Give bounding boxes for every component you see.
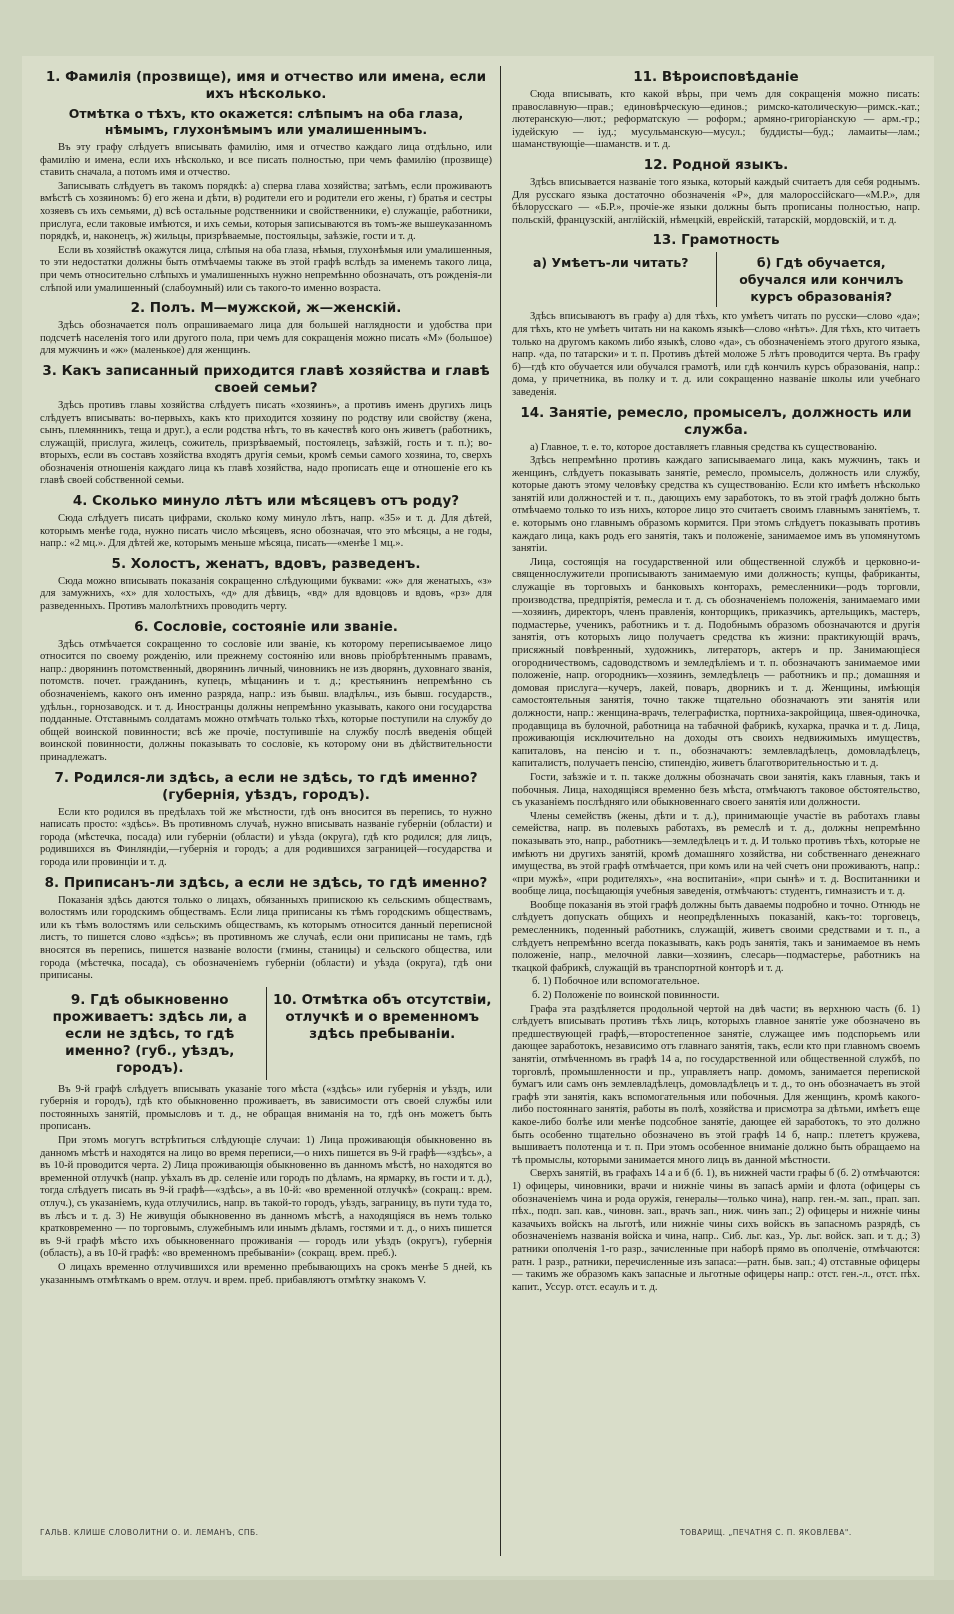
section-6-paragraph: Здѣсь отмѣчается сокращенно то сословіе или званіе, къ которому переписываемое лицо относится по своему рожденію, или прежнему состоянію или вновь пріобрѣтеннымъ правамъ, напр.: дворянинъ потомственный, дворянинъ личный, чиновникъ не изъ дворянъ, духовнаго званія, потомств. почет. гражданинъ, купецъ, мѣщанинъ и т. д.; крестьянинъ непремѣнно съ обозначеніемъ, какого онъ именно разряда, напр.: изъ бывш. владѣльч., изъ бывш. государств., удѣльн., горнозаводск. и т. д. Иностранцы должны непремѣнно указывать, какого они государства подданные. Отставнымъ солдатамъ можно отмѣчать только тѣхъ, которые поступили на службу до общей воинской повинности; всѣ же прочіе, поступившіе на службу послѣ введенія общей воинской повинности, должны показывать то сословіе, къ которому они въ дѣйствительности принадлежатъ. — [40, 638, 492, 763]
section-5-paragraph: Сюда можно вписывать показанія сокращенно слѣдующими буквами: «ж» для женатыхъ, «з» для замужнихъ, «х» для холостыхъ, «д» для дѣвицъ, «вд» для вдовцовъ и вдовъ, «рз» для разведенныхъ. Противъ малолѣтнихъ проводить черту. — [40, 575, 492, 613]
section-8-title: 8. Приписанъ-ли здѣсь, а если не здѣсь, то гдѣ именно? — [44, 874, 488, 891]
section-9-paragraph: Въ 9-й графѣ слѣдуетъ вписывать указаніе того мѣста («здѣсь» или губернія и уѣздъ, или губернія и городъ), гдѣ кто обыкновенно проживаетъ, въ зависимости отъ своей службы или постоянныхъ занятій, промысловъ и т. д., не обращая вниманія на то, гдѣ онъ можетъ быть прописанъ. — [40, 1083, 492, 1133]
section-12-title: 12. Родной языкъ. — [643, 156, 789, 173]
section-14-paragraph: Сверхъ занятій, въ графахъ 14 а и б (б. 1), въ нижней части графы б (б. 2) отмѣчаются: 1) офицеры, чиновники, врачи и нижніе чины въ запасѣ арміи и флота (офицеры съ обозначеніемъ чина и рода оружія, генералы—только чина), напр. ген.-м. зап., прап. зап. пѣх., подп. зап. кав., чиновн. зап., врачъ зап., ниж. чинъ зап.; 2) офицеры и нижніе чины казачьихъ войскъ на льготѣ, или нижніе чины сихъ войскъ въ запасномъ разрядѣ, съ обозначеніемъ названія войска и чина, напр.. Сиб. льг. каз., Ур. льг. войск. зап. и т. д.; 3) ратники ополченія 1-го разр., зачисленные при наборѣ прямо въ ополченіе, отмѣчаются: ратн. 1 разр., ратники, перечисленные изъ запаса:—ратн. быв. зап.; 4) отставные офицеры — такимъ же образомъ какъ запасные и льготные офицеры напр.: отст. ген.-л., отст. пѣх. капит., Уссур. отст. есаулъ и т. д. — [512, 1168, 920, 1293]
left-column — [40, 64, 492, 1564]
section-6-title: 6. Сословіе, состояніе или званіе. — [134, 618, 398, 635]
section-9-10-header — [40, 987, 492, 1080]
printer-imprint-right: ТОВАРИЩ. „ПЕЧАТНЯ С. П. ЯКОВЛЕВА". — [680, 1528, 852, 1537]
subheader-divider — [716, 252, 717, 307]
section-14b-list — [512, 976, 920, 1002]
section-13-subheaders — [512, 252, 920, 307]
section-13-title: 13. Грамотность — [652, 232, 780, 249]
section-4-paragraph: Сюда слѣдуетъ писать цифрами, сколько кому минуло лѣтъ, напр. «35» и т. д. Для дѣтей, которымъ менѣе года, нужно писать число мѣсяцевъ, ясно обозначая, что это мѣсяцы, а не годы, напр.: «2 мц.». Для дѣтей же, которымъ меньше мѣсяца, писать—«менѣе 1 мц.». — [40, 513, 492, 550]
page-bottom-margin — [0, 1580, 954, 1614]
section-5-title: 5. Холостъ, женатъ, вдовъ, разведенъ. — [111, 555, 421, 572]
section-14-paragraph: Вообще показанія въ этой графѣ должны быть даваемы подробно и точно. Отнюдь не слѣдуетъ допускать общихъ и неопредѣленныхъ показаній, какъ-то: торговецъ, ремесленникъ, поденный работникъ, служащій, живетъ своими средствами и т. п., а слѣдуетъ непремѣнно всегда показывать, какъ родъ занятія, такъ и занимаемое въ немъ положеніе, напр., мелочной лавки—хозяинъ, слесарь—подмастерье, работникъ на ткацкой фабрикѣ, служащій въ транспортной конторѣ и т. д. — [512, 899, 920, 974]
section-9-paragraph: При этомъ могутъ встрѣтиться слѣдующіе случаи: 1) Лица проживающія обыкновенно въ данномъ мѣстѣ и находятся на лицо во время переписи,—о нихъ пишется въ 9-й графѣ—«здѣсь», а въ 10-й проводится черта. 2) Лица проживающія обыкновенно въ данномъ мѣстѣ, но находятся во временной отлучкѣ (напр. уѣхалъ въ др. селеніе или городъ по дѣламъ, на ярмарку, въ гости и т. д.), тогда слѣдуетъ писать въ 9-й графѣ—«здѣсь», а въ 10-й: «во временной отлучкѣ» (сокращ.: врем. отлуч.), съ указаніемъ, куда отлучились, напр. въ такой-то городъ, уѣздъ, заграницу, въ пути туда то, въ лѣсъ и т. д. 3) Не живущія обыкновенно въ данномъ мѣстѣ, а находящіяся въ немъ только кратковременно — по торговымъ, служебнымъ или инымъ дѣламъ, гостями и т. д., о нихъ пишется въ 9-й графѣ мѣсто ихъ обыкновеннаго проживанія — городъ или уѣздъ (округъ), губернія (область), а въ 10-й графѣ: «во временномъ пребываніи» (сокращ. врем. преб.). — [40, 1135, 492, 1260]
printer-imprint-left: ГАЛЬВ. КЛИШЕ СЛОВОЛИТНИ О. И. ЛЕМАНЪ, СПБ. — [40, 1528, 259, 1537]
section-14-paragraph: Гости, заѣзжіе и т. п. также должны обозначать свои занятія, какъ главныя, такъ и побочныя. Лица, находящіяся временно безъ мѣста, отмѣчаютъ таковое обстоятельство, съ указаніемъ послѣдняго или обыкновеннаго своего занятія или должности. — [512, 771, 920, 809]
section-14-paragraph: Здѣсь непремѣнно противъ каждаго записываемаго лица, какъ мужчинъ, такъ и женщинъ, слѣдуетъ показывать занятіе, ремесло, промыселъ, должность или службу, которые даютъ этому человѣку средства къ существованію. Если кто имѣетъ нѣсколько занятій или должностей и т. п., дающихъ ему заработокъ, то въ этой графѣ должно быть отмѣчаемо только то изъ нихъ, которое лицо это считаетъ своимъ главнымъ занятіемъ, т. е. которымъ оно главнымъ образомъ кормится. При этомъ слѣдуетъ показывать противъ каждаго лица, какъ родъ его занятія, такъ и положеніе, занимаемое имъ въ упомянутомъ занятіи. — [512, 455, 920, 555]
section-14b1-label: б. 1) Побочное или вспомогательное. — [532, 976, 700, 988]
section-1-title: 1. Фамилія (прозвище), имя и отчество или имена, если ихъ нѣсколько. — [45, 69, 487, 102]
section-14-paragraph: Члены семействъ (жены, дѣти и т. д.), принимающіе участіе въ работахъ главы семейства, напр. въ полевыхъ работахъ, въ ремеслѣ и т. д., должны непремѣнно показывать это, напр., работникъ—земледѣлецъ и т. д. И только противъ тѣхъ, которые не имѣютъ ни другихъ занятій, кромѣ домашняго хозяйства, ни собственнаго денежнаго имущества, въ этой графѣ отмѣчается, при комъ или на чей счетъ они проживаютъ, напр.: «при мужѣ», «при родителяхъ», «на воспитаніи», «при сынѣ» и т. д. Воспитанники и вообще лица, посѣщающія учебныя заведенія, отмѣчаютъ: студентъ, гимназистъ и т. д. — [512, 810, 920, 898]
column-divider — [500, 66, 501, 1556]
section-12-paragraph: Здѣсь вписывается названіе того языка, который каждый считаетъ для себя роднымъ. Для русскаго языка достаточно обозначенія «Р», для малороссійскаго—«М.Р.», для бѣлорусскаго — «Б.Р.», прочіе-же языки должны быть прописаны полностью, напр. польскій, французскій, англійскій, нѣмецкій, еврейскій, татарскій, мордовскій, и т. д. — [512, 176, 920, 226]
section-7-paragraph: Если кто родился въ предѣлахъ той же мѣстности, гдѣ онъ вносится въ перепись, то нужно написать просто: «здѣсь». Въ противномъ случаѣ, нужно вписывать названіе губерніи (области) и города (мѣстечка, посада) или губерніи (области) и уѣзда (округа), гдѣ кто родился; для лицъ, родившихся въ Финляндіи,—губернія и городъ; а для родившихся заграницей—государства и города или провинціи и т. д. — [40, 806, 492, 868]
section-2-title: 2. Полъ. М—мужской, ж—женскій. — [130, 300, 402, 317]
section-1-subtitle: Отмѣтка о тѣхъ, кто окажется: слѣпымъ на оба глаза, нѣмымъ, глухонѣмымъ или умалишеннымъ. — [68, 106, 464, 137]
section-13-paragraph: Здѣсь вписываютъ въ графу а) для тѣхъ, кто умѣетъ читать по русски—слово «да»; для тѣхъ, кто не умѣетъ читать ни на какомъ языкѣ—слово «нѣтъ». Для тѣхъ, кто читаетъ только на другомъ какомъ либо языкѣ, слово «да», съ обозначеніемъ этого другого языка, напр. «да, по татарски» и т. п. Противъ дѣтей моложе 5 лѣтъ проводится черта. Въ графу б)—гдѣ кто обучается или обучался грамотѣ, или гдѣ кончилъ курсъ образованія, напр.: дома, у причетника, въ полку и т. д. или сокращенно названіе школы или учебнаго заведенія. — [512, 311, 920, 398]
section-10-title: 10. Отмѣтка объ отсутствіи, отлучкѣ и о временномъ здѣсь пребываніи. — [272, 991, 492, 1042]
right-column — [512, 64, 920, 1564]
section-3-paragraph: Здѣсь противъ главы хозяйства слѣдуетъ писать «хозяинъ», а противъ именъ другихъ лицъ слѣдуетъ вписывать: во-первыхъ, какъ кто приходится хозяину по родству или свойству (жена, сынъ, племянникъ, теща и друг.), а если родства нѣтъ, то въ качествѣ кого онъ живетъ (работникъ, служащій, прислуга, жилецъ, сожитель, призрѣваемый, постоялецъ, заѣзжій, гость и т. п.); во-вторыхъ, если въ составъ хозяйства входятъ другія семьи, кромѣ семьи самого хозяина, то, сверхъ обозначенія отношенія каждаго лица къ главѣ хозяйства, надо прописать еще и отношеніе его къ главѣ своей собственной семьи. — [40, 399, 492, 487]
section-13a-title: а) Умѣетъ-ли читать? — [532, 255, 689, 271]
section-11-paragraph: Сюда вписывать, кто какой вѣры, при чемъ для сокращенія можно писать: православную—прав.; единовѣрческую—единов.; римско-католическую—римск.-кат.; лютеранскую—лют.; реформатскую — роформ.; армяно-григоріанскую — арм.-гр.; іудейскую — іуд.; мусульманскую—мусул.; буддисты—буд.; ламаиты—лам.; шаманствующіе—шаманств. и т. д. — [512, 89, 920, 151]
section-1-paragraph: Въ эту графу слѣдуетъ вписывать фамилію, имя и отчество каждаго лица отдѣльно, или фамилію и имена, если ихъ нѣсколько, и все писать полностью, при чемъ фамилію (прозвище) ставить сначала, а потомъ имя и отчество. — [40, 142, 492, 179]
section-11-title: 11. Вѣроисповѣданіе — [633, 69, 799, 85]
section-14-paragraph: Графа эта раздѣляется продольной чертой на двѣ части; въ верхнюю часть (б. 1) слѣдуетъ вписывать противъ тѣхъ лицъ, которыхъ главное занятіе уже обозначено въ предшествующей графѣ,—второстепенное занятіе, служащее имъ подспорьемъ или дающее заработокъ, независимо отъ главнаго занятія, такъ, если кто при главномъ своемъ занятіи, отмѣченномъ въ графѣ 14 а, по государственной или общественной службѣ, по торговлѣ, промышленности и пр., управляетъ напр. домомъ, занимается перепиской бумагъ или самъ онъ землевладѣлецъ, домовладѣлецъ и т. д., то онъ обозначаетъ въ этой графѣ эти занятія, какъ вспомогательныя или побочныя. Для женщинъ, кромѣ какого-либо постояннаго занятія, работы въ полѣ, хозяйства и присмотра за дѣтьми, имѣетъ еще какое-либо болѣе или менѣе подсобное занятіе, дающее ей заработокъ, то это должно быть особенно тщательно обозначено въ этой графѣ 14 б, напр.: плететъ кружева, вышиваетъ полотенца и т. п. При этомъ особенное вниманіе должно быть обращаемо на тѣ промыслы, которыми занимается много лицъ въ данной мѣстности. — [512, 1003, 920, 1166]
section-9-title: 9. Гдѣ обыкновенно проживаетъ: здѣсь ли, а если не здѣсь, то гдѣ именно? (губ., уѣздъ, городъ). — [52, 991, 247, 1076]
section-14a-lead: а) Главное, т. е. то, которое доставляетъ главныя средства къ существованію. — [530, 441, 877, 453]
section-2-paragraph: Здѣсь обозначается полъ опрашиваемаго лица для большей наглядности и удобства при подсчетѣ населенія того или другого пола, при чемъ для сокращенія можно писать «М» (большое) для мужчинъ и «ж» (маленькое) для женщинъ. — [40, 320, 492, 357]
section-7-title: 7. Родился-ли здѣсь, а если не здѣсь, то гдѣ именно? (губернія, уѣздъ, городъ). — [54, 769, 478, 803]
section-1-paragraph: Записывать слѣдуетъ въ такомъ порядкѣ: а) сперва глава хозяйства; затѣмъ, если проживаютъ вмѣстѣ съ хозяиномъ: б) его жена и дѣти, в) родители его и родители его жены, г) братья и сестры хозяевъ съ ихъ семьями, д) всѣ остальные родственники и свойственники, е) служащіе, работники, прислуга, если таковые имѣются, и ихъ семьи, которыя записываются въ томъ-же вышеуказанномъ порядкѣ, и, наконецъ, ж) жильцы, призрѣваемые, постояльцы, заѣзжіе, гости и т. д. — [40, 180, 492, 243]
section-14-paragraph: Лица, состоящія на государственной или общественной службѣ и церковно-и-священнослужители прописываютъ занимаемую ими должность; купцы, фабриканты, служащіе въ торговыхъ и банковыхъ конторахъ, ремесленники—родъ торговли, производства, предпріятія, ремесла и т. д. съ обозначеніемъ положенія, занимаемаго ими—хозяинъ, директоръ, членъ правленія, конторщикъ, приказчикъ, артельщикъ, мастеръ, подмастерье, ученикъ, работникъ и т. д. Подобнымъ образомъ обозначаются и другія занятія, отъ которыхъ лицо получаетъ средства къ жизни: практикующій врачъ, присяжный повѣренный, художникъ, литераторъ, актеръ и пр. Занимающіеся огородничествомъ, садоводствомъ и земледѣліемъ и т. п. обозначаютъ занимаемое ими положеніе, напр. огородникъ—хозяинъ, земледѣлецъ — работникъ и пр.; домашняя и домовая прислуга—кучеръ, лакей, поваръ, дворникъ и т. д. Женщины, имѣющія самостоятельныя занятія, точно также тщательно обозначаютъ эти занятія или должности, напр.: женщина-врачъ, телеграфистка, портниха-закройщица, швея-одиночка, продавщица въ булочной, работница на табачной фабрикѣ, кухарка, прачка и т. д. Лица, проживающія исключительно на доходы отъ своихъ недвижимыхъ имуществъ, капиталовъ, на пенсію и т. п., обозначаютъ: землевладѣлецъ, домовладѣлецъ, капиталистъ, получаетъ пенсію, стипендію, живетъ благотворительностью и т. д. — [512, 556, 920, 770]
section-9-paragraph: О лицахъ временно отлучившихся или временно пребывающихъ на срокъ менѣе 5 дней, къ указаннымъ отмѣткамъ о врем. отлуч. и врем. преб. прибавляютъ отмѣтку знакомъ V. — [40, 1262, 492, 1286]
section-13b-title: б) Гдѣ обучается, обучался или кончилъ курсъ образованія? — [739, 255, 904, 305]
section-14b2-label: б. 2) Положеніе по воинской повинности. — [532, 990, 720, 1002]
section-4-title: 4. Сколько минуло лѣтъ или мѣсяцевъ отъ роду? — [72, 493, 460, 510]
census-instruction-sheet — [22, 56, 934, 1576]
section-3-title: 3. Какъ записанный приходится главѣ хозяйства и главѣ своей семьи? — [42, 362, 490, 396]
section-14-title: 14. Занятіе, ремесло, промыселъ, должность или служба. — [520, 404, 912, 438]
section-8-paragraph: Показанія здѣсь даются только о лицахъ, обязанныхъ припискою къ сельскимъ обществамъ, волостямъ или городскимъ обществамъ. Если лица приписаны къ тѣмъ городскимъ обществамъ, или къ тѣмъ волостямъ или сельскимъ обществамъ, къ которымъ относится данный переписной листъ, то пишется слово «здѣсь»; въ противномъ же случаѣ, если они приписаны не тамъ, гдѣ вносятся въ перепись, пишется названіе волости (гмины, станицы) и сельского общества, или города (мѣстечка, посада), съ обозначеніемъ губерніи (области) и уѣзда (округа), гдѣ они приписаны. — [40, 894, 492, 982]
section-1-paragraph: Если въ хозяйствѣ окажутся лица, слѣпыя на оба глаза, нѣмыя, глухонѣмыя или умалишенныя, то эти недостатки должны быть отмѣчаемы также въ этой графѣ вслѣдъ за именемъ такого лица, при чемъ относительно слѣпыхъ и умалишенныхъ нужно непремѣнно обозначать, отъ рожденія-ли слѣпой или умалишенный (слабоумный) или съ такого-то именно возраста. — [40, 244, 492, 294]
